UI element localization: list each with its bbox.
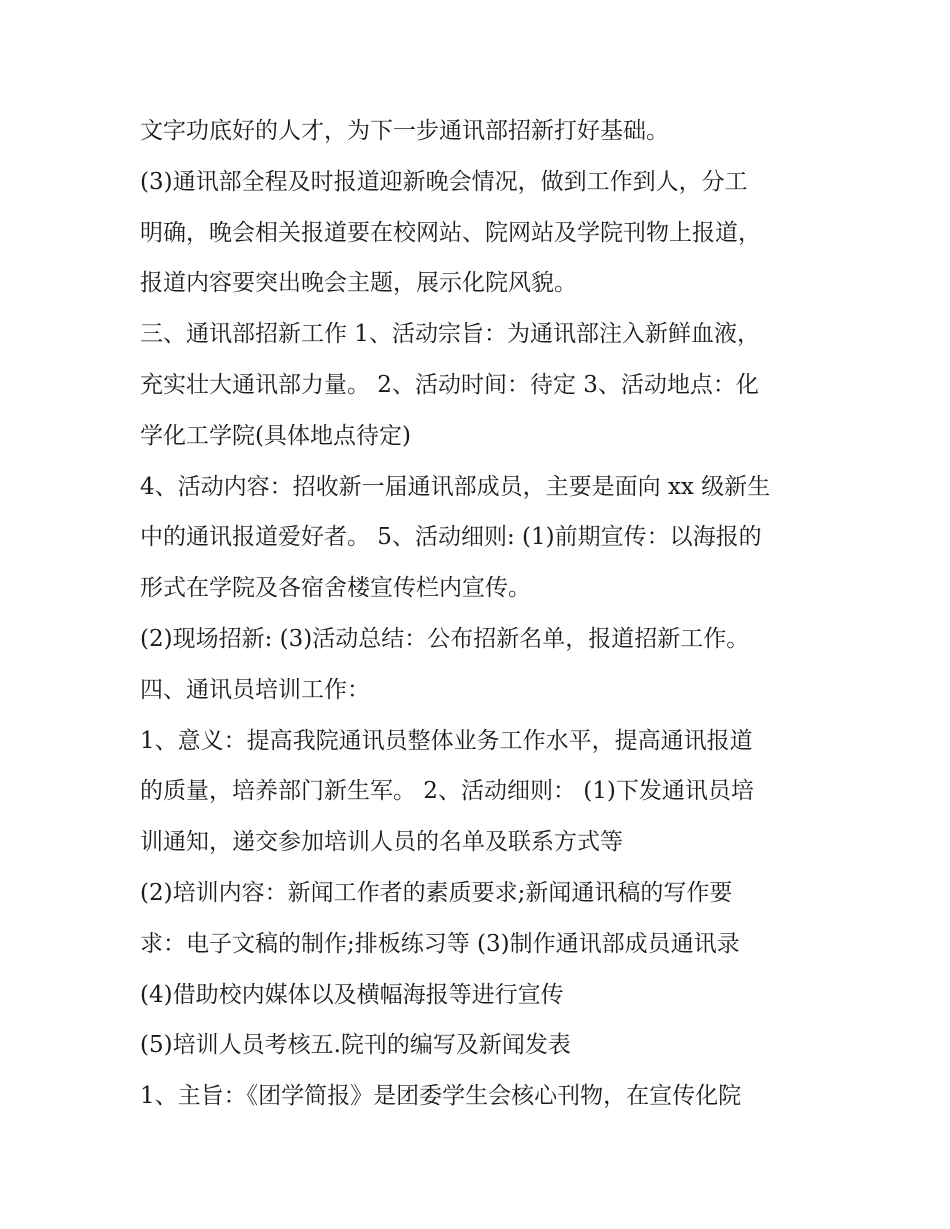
text-line-5: 三、通讯部招新工作 1、活动宗旨：为通讯部注入新鲜血液， <box>140 321 760 348</box>
text-line-6: 充实壮大通讯部力量。 2、活动时间：待定 3、活动地点：化 <box>140 371 759 398</box>
text-line-18: (4)借助校内媒体以及横幅海报等进行宣传 <box>140 981 564 1008</box>
text-line-11: (2)现场招新: (3)活动总结：公布招新名单，报道招新工作。 <box>140 625 750 652</box>
text-line-7: 学化工学院(具体地点待定) <box>140 422 411 449</box>
text-line-3: 明确，晚会相关报道要在校网站、院网站及学院刊物上报道， <box>140 219 761 246</box>
text-line-15: 训通知，递交参加培训人员的名单及联系方式等 <box>140 829 623 856</box>
text-line-13: 1、意义：提高我院通讯员整体业务工作水平，提高通讯报道 <box>140 727 753 754</box>
text-line-8: 4、活动内容：招收新一届通讯部成员，主要是面向 xx 级新生 <box>140 473 771 500</box>
document-body <box>140 106 820 1122</box>
text-line-4: 报道内容要突出晚会主题，展示化院风貌。 <box>140 270 577 297</box>
text-line-10: 形式在学院及各宿舍楼宣传栏内宣传。 <box>140 575 531 602</box>
text-line-16: (2)培训内容：新闻工作者的素质要求;新闻通讯稿的写作要 <box>140 879 733 906</box>
text-line-20: 1、主旨：《团学简报》是团委学生会核心刊物，在宣传化院 <box>140 1083 742 1110</box>
text-line-19: (5)培训人员考核五.院刊的编写及新闻发表 <box>140 1032 571 1059</box>
text-line-17: 求：电子文稿的制作;排板练习等 (3)制作通讯部成员通讯录 <box>140 930 740 957</box>
text-line-14: 的质量，培养部门新生军。 2、活动细则： (1)下发通讯员培 <box>140 778 754 805</box>
text-line-9: 中的通讯报道爱好者。 5、活动细则: (1)前期宣传：以海报的 <box>140 524 762 551</box>
text-line-1: 文字功底好的人才，为下一步通讯部招新打好基础。 <box>140 118 669 144</box>
text-line-12: 四、通讯员培训工作： <box>140 676 370 703</box>
text-line-2: (3)通讯部全程及时报道迎新晚会情况，做到工作到人，分工 <box>140 168 748 195</box>
